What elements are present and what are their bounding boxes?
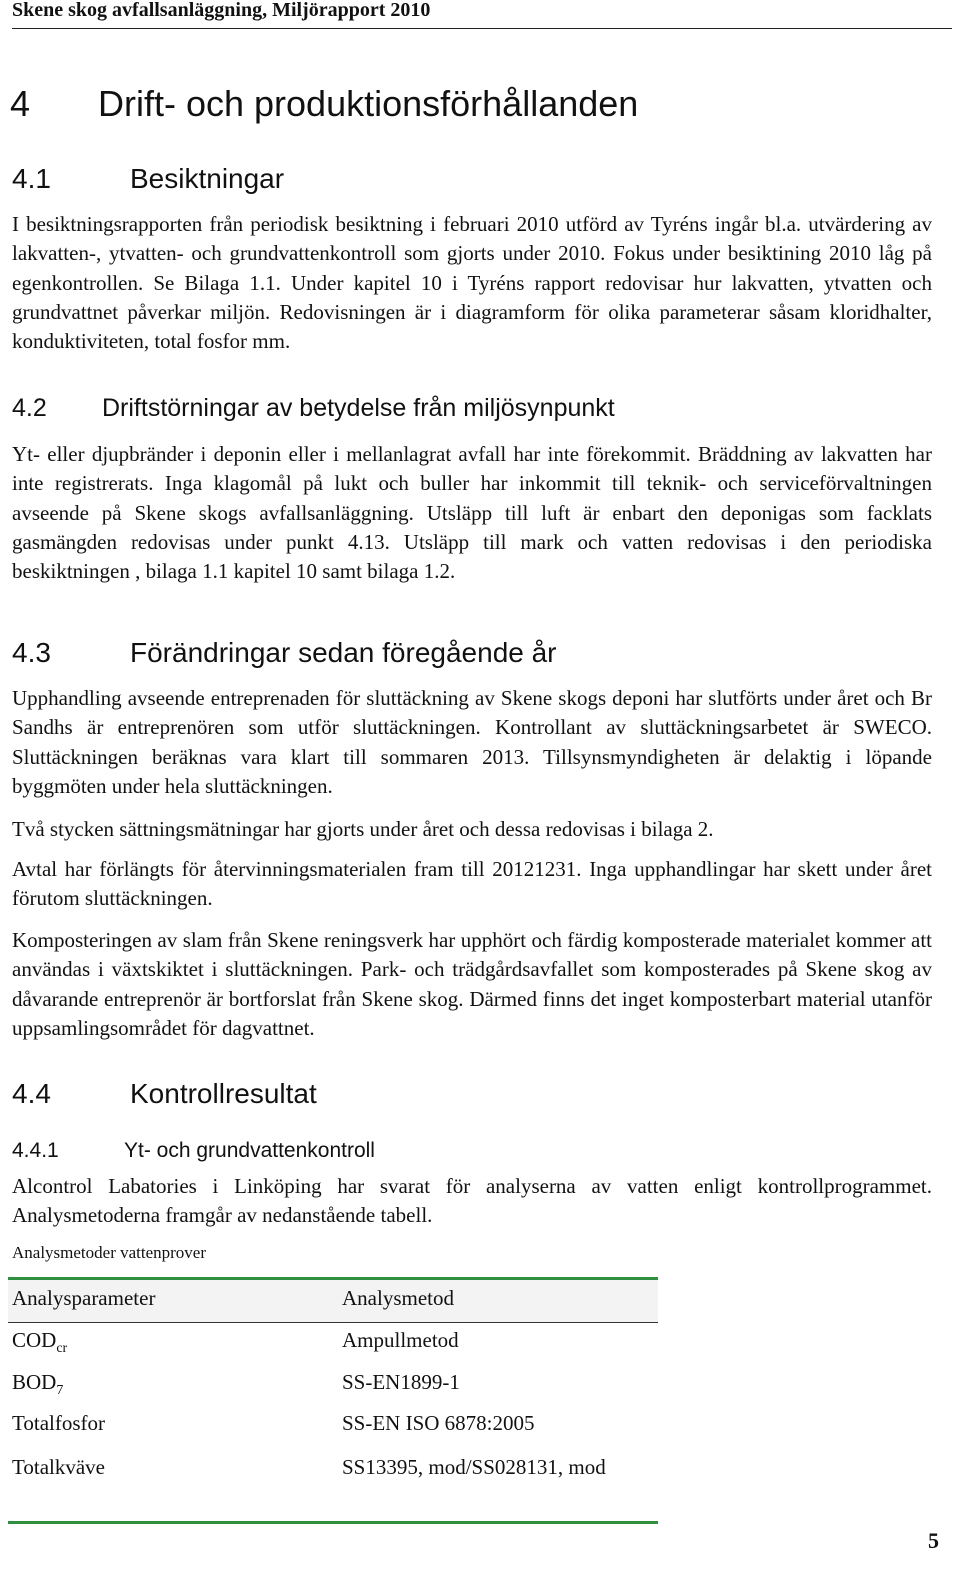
section-title: Driftstörningar av betydelse från miljösynpunkt [102, 394, 615, 422]
table-caption: Analysmetoder vattenprover [12, 1243, 207, 1262]
table-cell-parameter: $BOD_7$ [12, 1370, 64, 1399]
table-cell-method: SS-EN ISO 6878:2005 [342, 1411, 535, 1435]
table-cell-parameter: Totalfosfor [12, 1411, 106, 1435]
table-cell-method: SS13395, mod/SS028131, mod [342, 1455, 606, 1479]
subsection-title: Yt- och grundvattenkontroll [124, 1139, 375, 1162]
section-number: 4.3 [12, 637, 51, 668]
subsection-number: 4.4.1 [12, 1139, 59, 1162]
paragraph-4-1: I besiktningsrapporten från periodisk besiktning i februari 2010 utförd av Tyréns ingår bl.a. utvärdering av lakvatten-, ytvatten- och grundvattenkontroll som gjorts under 2010. Fokus under besiktining 2010 låg på egenkontrollen. Se Bilaga 1.1. Under kapitel 10 i Tyréns rapport redovisar hur lakvatten, ytvatten och grundvattnet påverkar miljön. Redovisningen är i diagramform för olika parameterar såsam kloridhalter, konduktiviteten, total fosfor mm. [12, 212, 932, 354]
section-title: Kontrollresultat [130, 1078, 317, 1109]
paragraph-4-2: Yt- eller djupbränder i deponin eller i mellanlagrat avfall har inte förekommit. Bräddning av lakvatten har inte registrerats. Inga klagomål på lukt och buller har inkommit till teknik- och serviceförvaltningen avseende på Skene skogs avfallsanläggning. Utsläpp till luft är enbart den deponigas som facklats gasmängden redovisas under punkt 4.13. Utsläpp till mark och vatten redovisas i den periodiska beskiktningen , bilaga 1.1 kapitel 10 samt bilaga 1.2. [12, 442, 932, 584]
table-header-cell: Analysparameter [12, 1286, 156, 1310]
section-heading-4-2 [12, 393, 615, 423]
chapter-heading [10, 84, 638, 124]
table-bottom-rule [8, 1521, 658, 1524]
table-cell-method: Ampullmetod [342, 1328, 459, 1352]
table-cell-parameter: Totalkväve [12, 1455, 105, 1479]
chapter-number: 4 [10, 83, 31, 124]
section-number: 4.1 [12, 163, 51, 194]
section-number: 4.4 [12, 1078, 51, 1109]
table-cell-method: SS-EN1899-1 [342, 1370, 460, 1394]
paragraph-4-4-1: Alcontrol Labatories i Linköping har svarat för analyserna av vatten enligt kontrollprogrammet. Analysmetoderna framgår av nedanstående tabell. [12, 1174, 932, 1228]
section-number: 4.2 [12, 394, 47, 422]
table-header-cell: Analysmetod [342, 1286, 454, 1310]
subsection-heading-4-4-1 [12, 1138, 375, 1164]
running-header: Skene skog avfallsanläggning, Miljörapport 2010 [12, 0, 431, 21]
header-rule [12, 28, 952, 29]
paragraph-4-3-1: Upphandling avseende entreprenaden för sluttäckning av Skene skogs deponi har slutförts under året och Br Sandhs är entreprenören som utför sluttäckningen. Kontrollant av sluttäckningsarbetet är SWECO. Sluttäckningen beräknas vara klart till sommaren 2013. Tillsynsmyndigheten är delaktig i löpande byggmöten under hela sluttäckningen. [12, 686, 932, 798]
table-cell-parameter: $COD_{cr}$ [12, 1328, 68, 1357]
paragraph-4-3-4: Komposteringen av slam från Skene reningsverk har upphört och färdig komposterade materialet kommer att användas i växtskiktet i sluttäckningen. Park- och trädgårdsavfallet som komposterades på Skene skog av dåvarande entreprenör är bortforslat från Skene skog. Därmed finns det inget komposterbart material utanför uppsamlingsområdet för dagvattnet. [12, 928, 932, 1040]
section-heading-4-1 [12, 164, 284, 195]
section-heading-4-4 [12, 1079, 317, 1109]
table-top-rule [8, 1277, 658, 1280]
section-title: Förändringar sedan föregående år [130, 637, 557, 668]
chapter-title: Drift- och produktionsförhållanden [98, 83, 639, 124]
table-header-rule [8, 1322, 658, 1323]
paragraph-4-3-3: Avtal har förlängts för återvinningsmaterialen fram till 20121231. Inga upphandlingar har skett under året förutom sluttäckningen. [12, 857, 932, 911]
page-number: 5 [928, 1528, 939, 1553]
paragraph-4-3-2: Två stycken sättningsmätningar har gjorts under året och dessa redovisas i bilaga 2. [12, 817, 714, 841]
section-title: Besiktningar [130, 163, 285, 194]
section-heading-4-3 [12, 638, 557, 668]
